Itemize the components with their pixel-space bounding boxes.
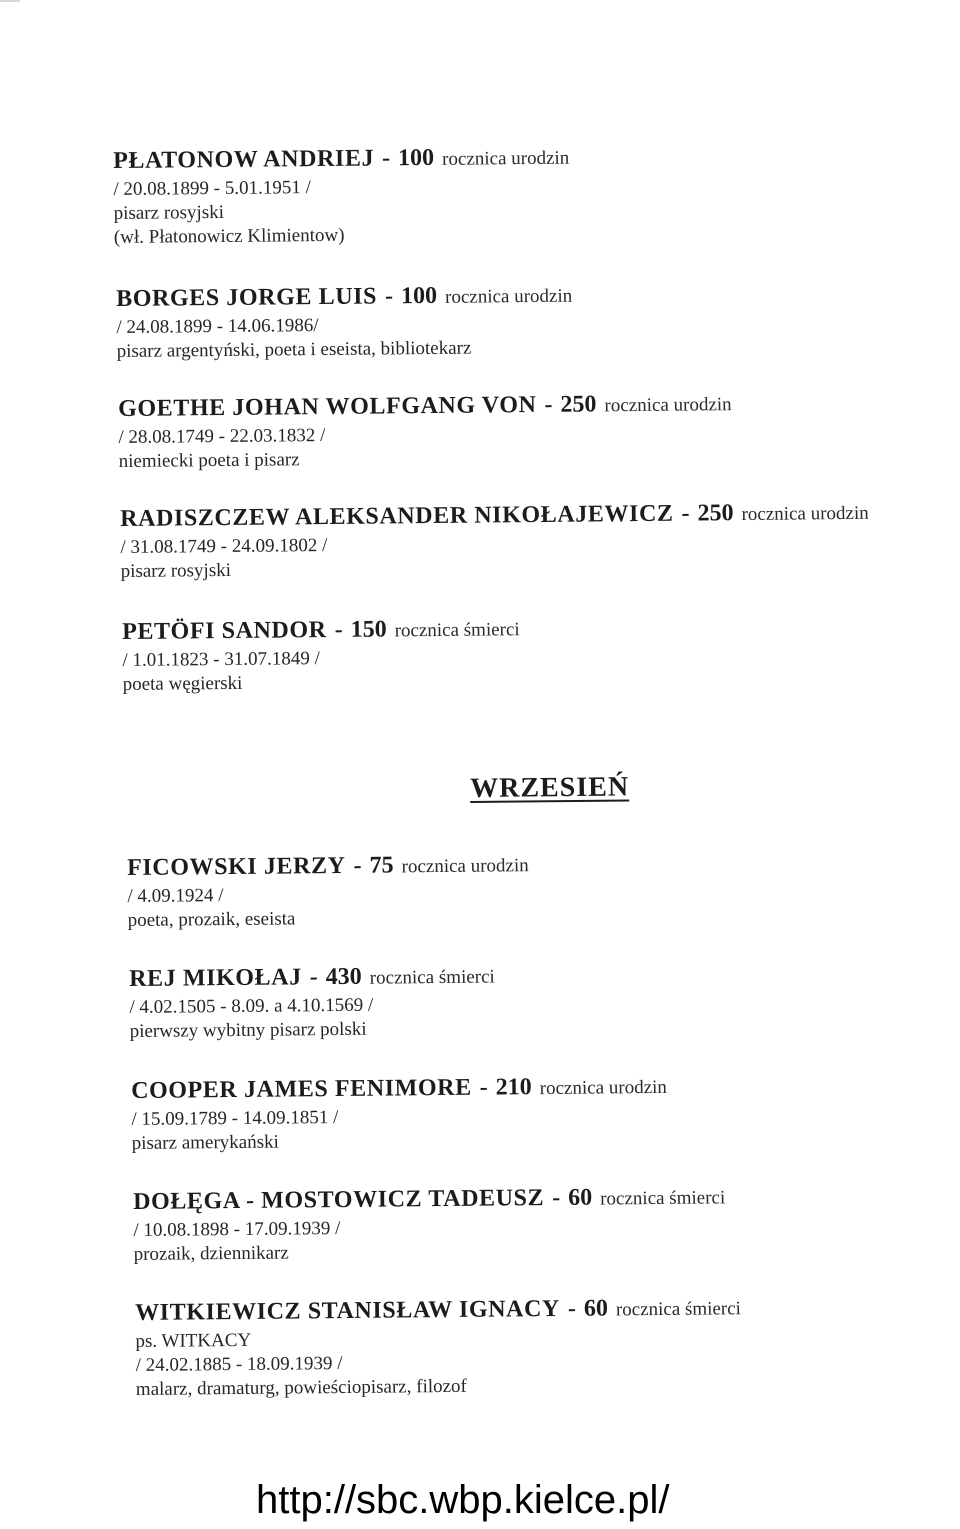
entry-dates: / 4.09.1924 /	[127, 885, 224, 907]
anniversary-type: rocznica urodzin	[444, 285, 573, 308]
author-name: DOŁĘGA - MOSTOWICZ TADEUSZ	[133, 1185, 545, 1215]
author-name: REJ MIKOŁAJ	[129, 964, 302, 992]
anniversary-number: 100	[397, 144, 435, 172]
anniversary-type: rocznica urodzin	[741, 502, 869, 526]
entry-dates: / 24.02.1885 - 18.09.1939 /	[135, 1353, 343, 1376]
entry-description: poeta węgierski	[122, 672, 243, 695]
anniversary-type: rocznica urodzin	[401, 855, 529, 878]
author-name: WITKIEWICZ STANISŁAW IGNACY	[135, 1295, 561, 1326]
heading-dash: -	[381, 145, 391, 172]
author-name: RADISZCZEW ALEKSANDER NIKOŁAJEWICZ	[120, 500, 674, 532]
entry-description: pisarz amerykański	[131, 1131, 279, 1154]
anniversary-number: 250	[560, 391, 597, 418]
entry-description: poeta, prozaik, eseista	[127, 908, 296, 931]
anniversary-type: rocznica śmierci	[369, 966, 495, 989]
anniversary-number: 100	[400, 282, 438, 310]
entry-description: malarz, dramaturg, powieściopisarz, filozof	[135, 1375, 467, 1400]
anniversary-entry	[129, 956, 960, 1044]
author-name: BORGES JORGE LUIS	[116, 283, 378, 312]
entry-description: pisarz argentyński, poeta i eseista, bibliotekarz	[116, 337, 472, 362]
anniversary-entry	[120, 496, 960, 584]
anniversary-type: rocznica śmierci	[600, 1187, 726, 1210]
anniversary-type: rocznica śmierci	[615, 1298, 742, 1321]
anniversary-number: 430	[325, 963, 362, 991]
author-name: FICOWSKI JERZY	[127, 852, 346, 881]
entry-dates: / 15.09.1789 - 14.09.1851 /	[131, 1107, 339, 1130]
anniversary-entry	[118, 386, 960, 474]
author-name: PETÖFI SANDOR	[122, 617, 327, 645]
entry-dates: / 28.08.1749 - 22.03.1832 /	[118, 425, 326, 448]
author-name: PŁATONOW ANDRIEJ	[113, 145, 375, 174]
footer-url[interactable]: http://sbc.wbp.kielce.pl/	[256, 1478, 670, 1522]
anniversary-entry	[113, 138, 960, 250]
author-name: GOETHE JOHAN WOLFGANG VON	[118, 391, 537, 422]
entry-description: prozaik, dziennikarz	[133, 1242, 289, 1265]
heading-dash: -	[552, 1184, 561, 1211]
entry-dates: / 4.02.1505 - 8.09. a 4.10.1569 /	[129, 994, 374, 1018]
heading-dash: -	[479, 1074, 488, 1101]
entry-description: pisarz rosyjski	[113, 201, 225, 224]
heading-dash: -	[309, 964, 318, 991]
anniversary-entry	[131, 1068, 960, 1156]
heading-dash: -	[544, 391, 553, 418]
entry-description: pisarz rosyjski	[120, 559, 232, 582]
scan-edge-mark	[0, 0, 20, 2]
heading-dash: -	[334, 616, 343, 643]
anniversary-number: 75	[369, 852, 394, 879]
entry-dates: / 20.08.1899 - 5.01.1951 /	[113, 177, 311, 200]
anniversary-number: 150	[350, 616, 387, 643]
entry-dates: / 10.08.1898 - 17.09.1939 /	[133, 1218, 341, 1241]
anniversary-type: rocznica urodzin	[539, 1076, 667, 1100]
entry-note: (wł. Płatonowicz Klimientow)	[113, 224, 345, 248]
anniversary-entry	[135, 1290, 960, 1402]
anniversary-type: rocznica śmierci	[394, 619, 520, 642]
anniversary-entry	[116, 276, 960, 364]
anniversary-number: 210	[495, 1074, 532, 1101]
anniversary-type: rocznica urodzin	[604, 394, 732, 417]
author-name: COOPER JAMES FENIMORE	[131, 1074, 472, 1104]
anniversary-entry	[127, 845, 960, 933]
entry-dates: / 31.08.1749 - 24.09.1802 /	[120, 535, 328, 558]
anniversary-entry	[122, 609, 960, 697]
entry-pseudonym: ps. WITKACY	[135, 1329, 252, 1352]
month-heading: WRZESIEŃ	[470, 771, 630, 804]
anniversary-number: 60	[583, 1295, 609, 1322]
anniversary-number: 60	[568, 1184, 593, 1211]
anniversary-entry	[133, 1179, 960, 1267]
entry-dates: / 1.01.1823 - 31.07.1849 /	[122, 648, 320, 671]
entry-description: pierwszy wybitny pisarz polski	[129, 1018, 367, 1042]
anniversary-type: rocznica urodzin	[442, 147, 570, 170]
heading-dash: -	[681, 500, 690, 527]
entry-dates: / 24.08.1899 - 14.06.1986/	[116, 315, 319, 338]
heading-dash: -	[384, 283, 394, 310]
anniversary-number: 250	[697, 500, 734, 527]
heading-dash: -	[567, 1295, 577, 1322]
heading-dash: -	[353, 852, 362, 879]
entry-description: niemiecki poeta i pisarz	[118, 449, 300, 472]
